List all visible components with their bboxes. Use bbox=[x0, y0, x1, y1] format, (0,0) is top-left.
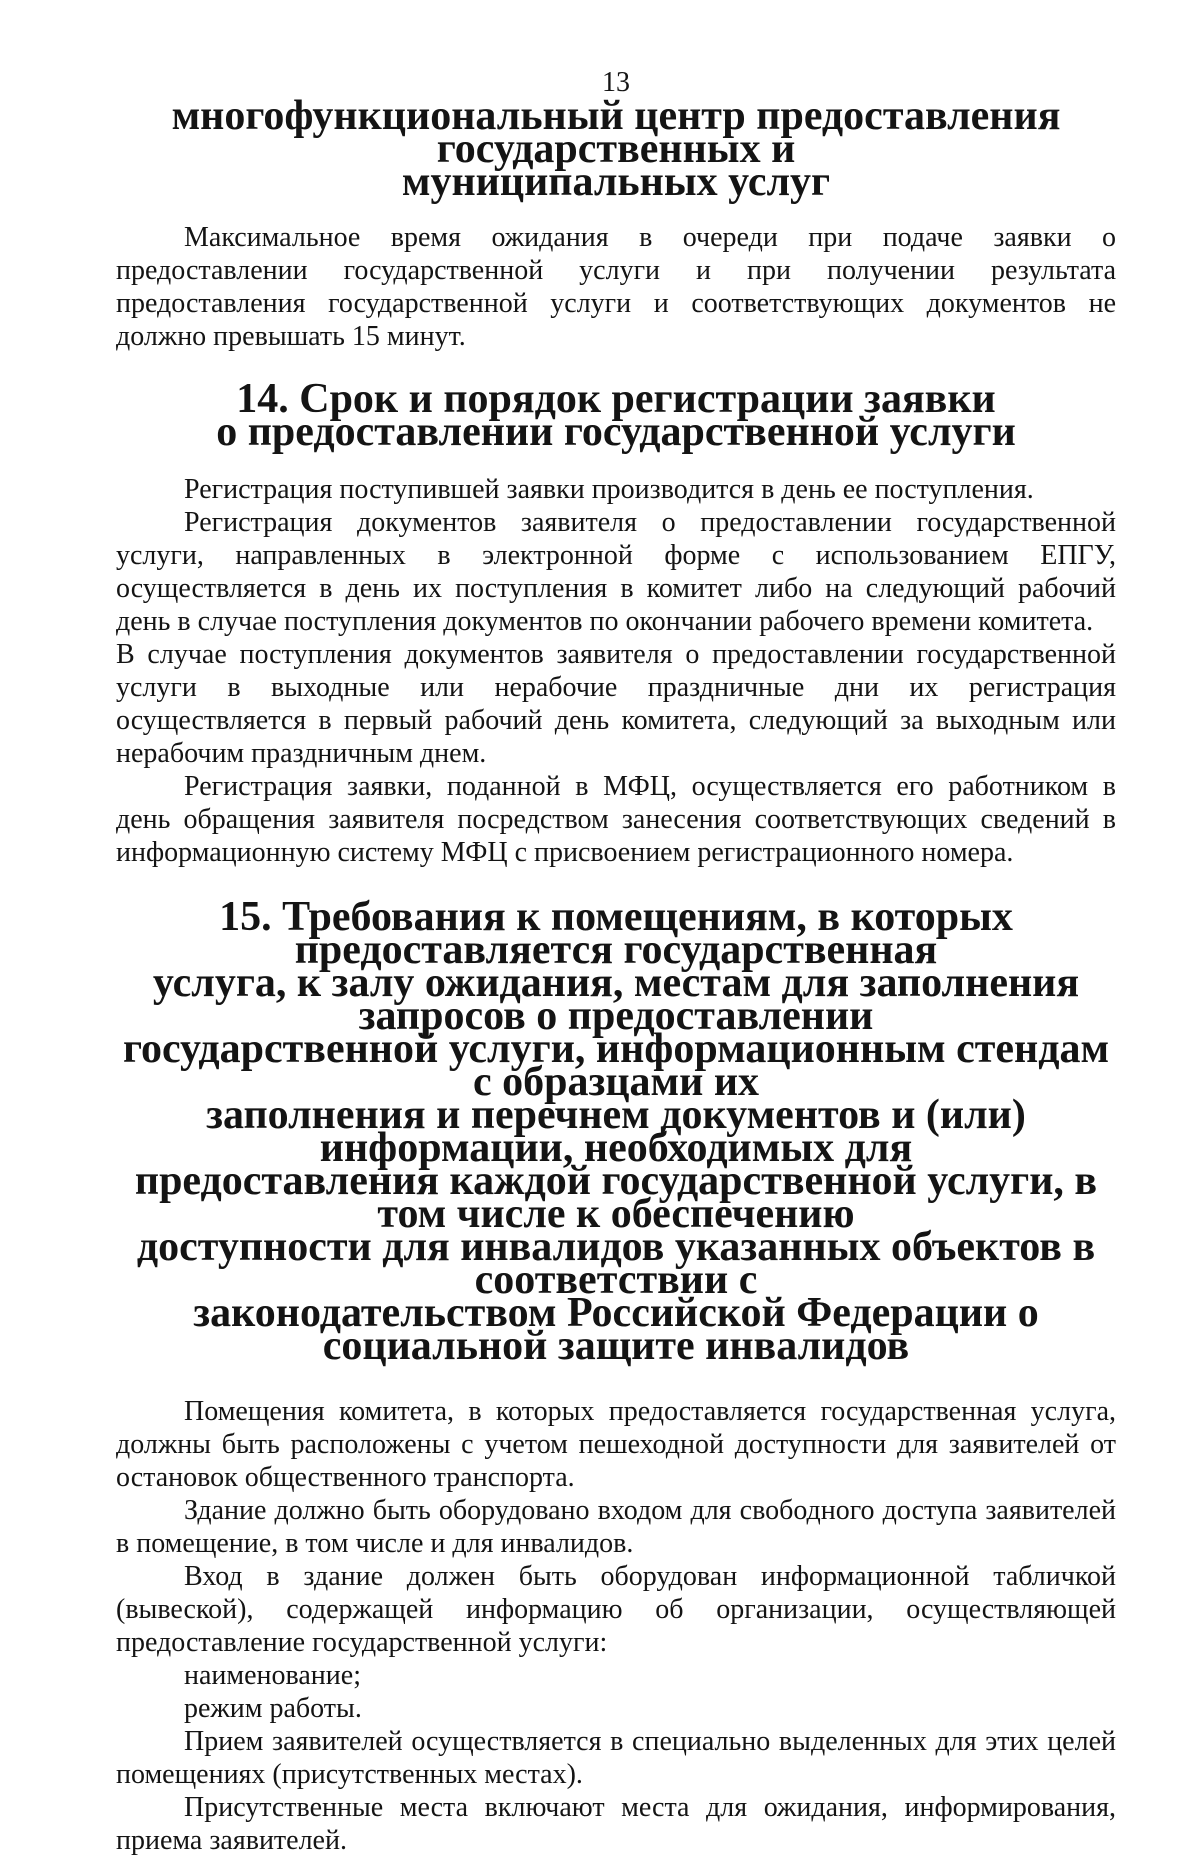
section-14-heading-line: 14. Срок и порядок регистрации заявки bbox=[236, 376, 996, 422]
intro-heading bbox=[116, 93, 1116, 205]
section-15-heading-line: предоставления каждой государственной услуги, в том числе к обеспечению bbox=[134, 1158, 1098, 1237]
section-15-heading-line: доступности для инвалидов указанных объектов в соответствии с bbox=[136, 1224, 1096, 1303]
section-15-heading-line: заполнения и перечнем документов и (или) информации, необходимых для bbox=[206, 1092, 1026, 1171]
section-15-heading-line: государственной услуги, информационным стендам с образцами их bbox=[122, 1026, 1110, 1105]
section-15-heading bbox=[116, 894, 1116, 1369]
section-14-paragraph: Регистрация документов заявителя о предоставлении государственной услуги, направленных в электронной форме с использованием ЕПГУ, осуществляется в день их поступления в комитет либо на следующий рабочий день в случае поступления документов по окончании рабочего времени комитета. bbox=[116, 507, 1116, 637]
list-item: режим работы. bbox=[184, 1693, 362, 1724]
section-14-paragraph: Регистрация поступившей заявки производится в день ее поступления. bbox=[184, 474, 1034, 505]
document-page bbox=[116, 66, 1116, 1857]
section-15-heading-line: законодательством Российской Федерации о социальной защите инвалидов bbox=[193, 1290, 1039, 1369]
section-15-paragraph: Вход в здание должен быть оборудован информационной табличкой (вывеской), содержащей информацию об организации, осуществляющей предоставление государственной услуги: bbox=[116, 1561, 1116, 1658]
section-14-heading bbox=[116, 376, 1116, 455]
intro-heading-line: муниципальных услуг bbox=[401, 159, 831, 205]
section-15-paragraph: Присутственные места включают места для ожидания, информирования, приема заявителей. bbox=[116, 1792, 1116, 1856]
section-15-paragraph: Помещения комитета, в которых предоставляется государственная услуга, должны быть расположены с учетом пешеходной доступности для заявителей от остановок общественного транспорта. bbox=[116, 1396, 1116, 1493]
section-15-heading-line: 15. Требования к помещениям, в которых предоставляется государственная bbox=[219, 894, 1013, 973]
section-14-paragraph: Регистрация заявки, поданной в МФЦ, осуществляется его работником в день обращения заявителя посредством занесения соответствующих сведений в информационную систему МФЦ с присвоением регистрационного номера. bbox=[116, 771, 1116, 868]
page-number: 13 bbox=[602, 67, 630, 98]
section-15-heading-line: услуга, к залу ожидания, местам для заполнения запросов о предоставлении bbox=[152, 960, 1080, 1039]
list-item: наименование; bbox=[184, 1660, 361, 1691]
intro-heading-line: многофункциональный центр предоставления государственных и bbox=[171, 93, 1061, 172]
paragraph-max-wait-time: Максимальное время ожидания в очереди при подаче заявки о предоставлении государственной услуги и при получении результата предоставления государственной услуги и соответствующих документов не должно превышать 15 минут. bbox=[116, 222, 1116, 352]
section-14-paragraph: В случае поступления документов заявителя о предоставлении государственной услуги в выходные или нерабочие праздничные дни их регистрация осуществляется в первый рабочий день комитета, следующий за выходным или нерабочим праздничным днем. bbox=[116, 639, 1116, 769]
section-15-paragraph: Здание должно быть оборудовано входом для свободного доступа заявителей в помещение, в том числе и для инвалидов. bbox=[116, 1495, 1116, 1559]
section-15-paragraph: Прием заявителей осуществляется в специально выделенных для этих целей помещениях (присутственных местах). bbox=[116, 1726, 1116, 1790]
section-14-heading-line: о предоставлении государственной услуги bbox=[216, 409, 1016, 455]
